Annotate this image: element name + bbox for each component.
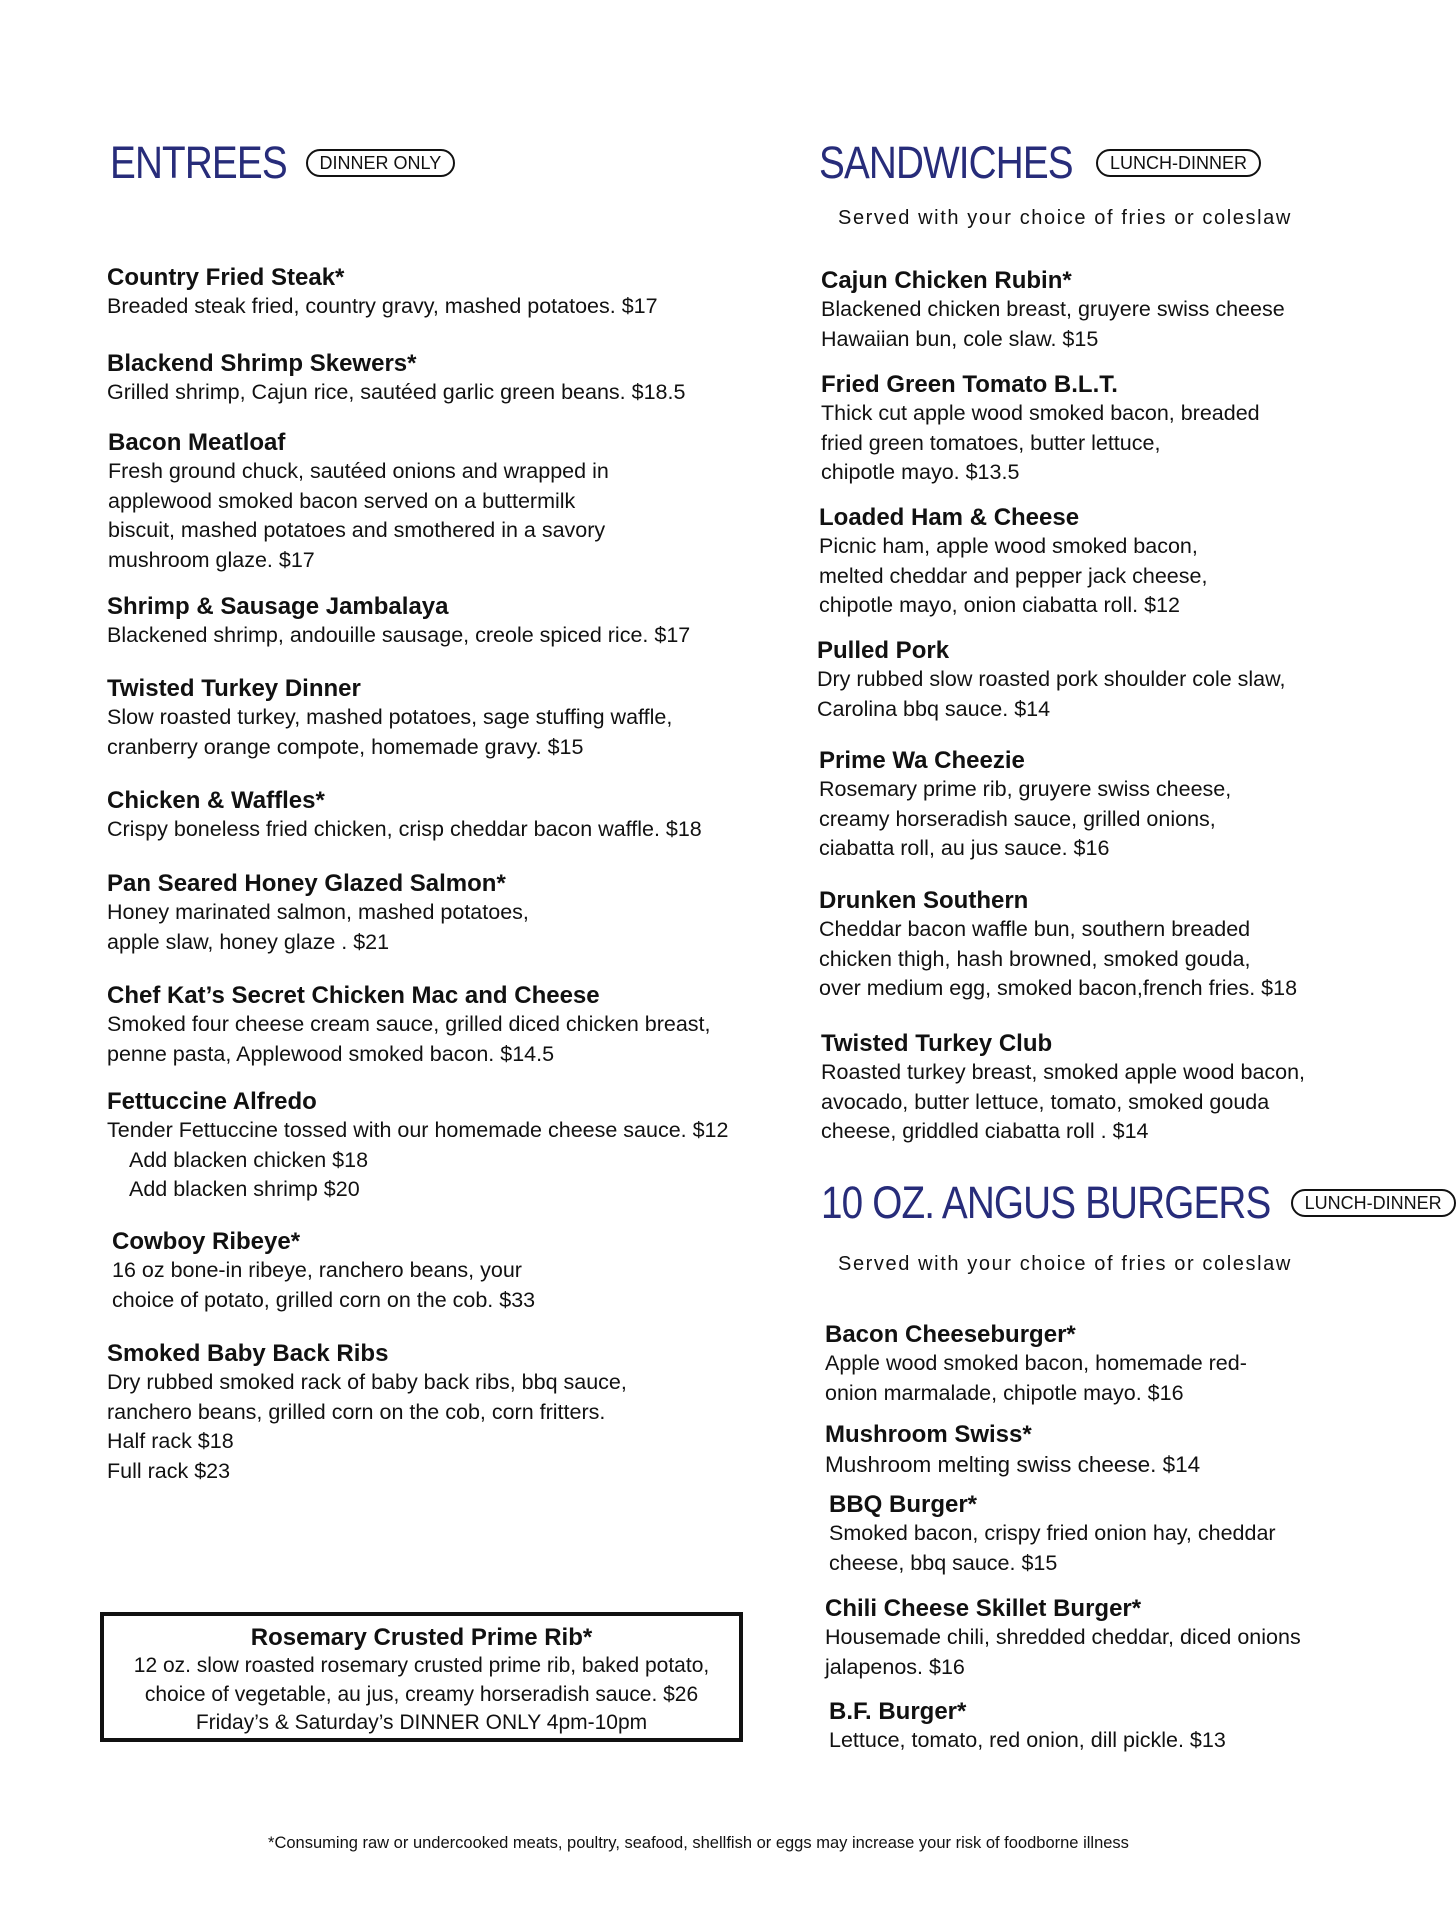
entrees-header — [110, 137, 455, 188]
item-desc: cheese, bbq sauce. $15 — [829, 1550, 1058, 1575]
entree-item — [107, 349, 685, 408]
sandwich-item — [821, 370, 1260, 488]
burger-item — [829, 1697, 1226, 1756]
special-desc: 12 oz. slow roasted rosemary crusted prime rib, baked potato, — [133, 1654, 710, 1677]
burgers-header — [821, 1177, 1456, 1228]
item-desc: Cheddar bacon waffle bun, southern breaded — [819, 917, 1251, 941]
item-desc: creamy horseradish sauce, grilled onions, — [819, 806, 1216, 831]
item-name: Twisted Turkey Dinner — [107, 675, 361, 702]
item-desc: apple slaw, honey glaze . $21 — [107, 929, 390, 954]
item-name: B.F. Burger* — [829, 1698, 967, 1725]
item-name: Pulled Pork — [817, 637, 950, 664]
entree-item — [107, 263, 658, 322]
item-desc: penne pasta, Applewood smoked bacon. $14.5 — [107, 1041, 555, 1066]
item-desc: Blackened chicken breast, gruyere swiss cheese — [821, 297, 1285, 321]
item-desc: Grilled shrimp, Cajun rice, sautéed garlic green beans. $18.5 — [107, 380, 686, 404]
item-desc: Smoked bacon, crispy fried onion hay, cheddar — [829, 1521, 1276, 1545]
item-desc: Blackened shrimp, andouille sausage, creole spiced rice. $17 — [107, 623, 691, 647]
item-desc: Fresh ground chuck, sautéed onions and wrapped in — [108, 459, 609, 483]
item-name: Chili Cheese Skillet Burger* — [825, 1595, 1142, 1622]
burger-item — [825, 1420, 1200, 1481]
burger-item — [829, 1490, 1276, 1578]
item-name: Prime Wa Cheezie — [819, 747, 1025, 774]
item-desc: cheese, griddled ciabatta roll . $14 — [821, 1119, 1149, 1143]
burger-item — [825, 1320, 1247, 1408]
item-name: Smoked Baby Back Ribs — [107, 1340, 389, 1367]
special-desc: choice of vegetable, au jus, creamy horseradish sauce. $26 — [144, 1682, 699, 1706]
item-desc: chipotle mayo, onion ciabatta roll. $12 — [819, 593, 1180, 617]
entree-item — [107, 786, 702, 845]
item-desc: chipotle mayo. $13.5 — [821, 460, 1020, 484]
item-desc: melted cheddar and pepper jack cheese, — [819, 563, 1208, 588]
item-desc: fried green tomatoes, butter lettuce, — [821, 430, 1161, 455]
entree-item — [107, 981, 711, 1069]
entree-item — [108, 428, 609, 575]
item-desc: Thick cut apple wood smoked bacon, breaded — [821, 401, 1260, 425]
item-desc: ranchero beans, grilled corn on the cob, corn fritters. — [107, 1399, 606, 1424]
item-desc: Mushroom melting swiss cheese. $14 — [825, 1452, 1201, 1477]
item-name: Blackend Shrimp Skewers* — [107, 350, 417, 377]
item-desc: Housemade chili, shredded cheddar, diced onions — [825, 1625, 1301, 1649]
burgers-served-note: Served with your choice of fries or coleslaw — [838, 1253, 1292, 1275]
item-desc: choice of potato, grilled corn on the cob. $33 — [112, 1287, 536, 1312]
item-name: Cowboy Ribeye* — [112, 1228, 301, 1255]
item-desc: over medium egg, smoked bacon,french fries. $18 — [819, 976, 1298, 1000]
item-name: BBQ Burger* — [829, 1491, 978, 1518]
sandwiches-badge: LUNCH-DINNER — [1096, 149, 1261, 177]
item-name: Fettuccine Alfredo — [107, 1088, 317, 1115]
special-name: Rosemary Crusted Prime Rib* — [250, 1624, 593, 1651]
special-schedule: Friday’s & Saturday’s DINNER ONLY 4pm-10pm — [195, 1711, 648, 1734]
item-desc: Smoked four cheese cream sauce, grilled diced chicken breast, — [107, 1012, 711, 1036]
item-name: Cajun Chicken Rubin* — [821, 267, 1072, 294]
sandwiches-title: SANDWICHES — [819, 137, 1073, 188]
item-desc: Dry rubbed slow roasted pork shoulder cole slaw, — [817, 667, 1286, 691]
item-desc: Slow roasted turkey, mashed potatoes, sage stuffing waffle, — [107, 705, 673, 729]
item-desc: applewood smoked bacon served on a buttermilk — [108, 488, 576, 513]
item-desc: Hawaiian bun, cole slaw. $15 — [821, 326, 1099, 351]
entree-item — [107, 674, 672, 762]
sandwich-item — [821, 266, 1285, 354]
item-desc: 16 oz bone-in ribeye, ranchero beans, your — [112, 1258, 522, 1282]
item-desc: avocado, butter lettuce, tomato, smoked gouda — [821, 1089, 1270, 1114]
item-price: Half rack $18 — [107, 1429, 234, 1453]
sandwich-item — [821, 1029, 1305, 1147]
item-desc: Apple wood smoked bacon, homemade red- — [825, 1351, 1247, 1375]
item-desc: biscuit, mashed potatoes and smothered in a savory — [108, 518, 606, 542]
item-name: Mushroom Swiss* — [825, 1421, 1032, 1448]
item-name: Pan Seared Honey Glazed Salmon* — [107, 870, 506, 897]
entree-item — [107, 1339, 627, 1486]
burger-item — [825, 1594, 1301, 1682]
sandwich-item — [817, 636, 1285, 724]
item-desc: chicken thigh, hash browned, smoked gouda, — [819, 946, 1251, 971]
food-safety-footnote: *Consuming raw or undercooked meats, poultry, seafood, shellfish or eggs may increase your risk of foodborne illness — [268, 1834, 1129, 1852]
entree-item — [112, 1227, 535, 1315]
item-desc: onion marmalade, chipotle mayo. $16 — [825, 1380, 1184, 1405]
burgers-badge: LUNCH-DINNER — [1291, 1189, 1456, 1217]
item-addon: Add blacken chicken $18 — [129, 1147, 369, 1172]
sandwiches-served-note: Served with your choice of fries or coleslaw — [838, 207, 1292, 229]
item-name: Fried Green Tomato B.L.T. — [821, 371, 1118, 398]
item-desc: Carolina bbq sauce. $14 — [817, 696, 1051, 721]
item-desc: cranberry orange compote, homemade gravy. $15 — [107, 734, 584, 759]
item-addon: Add blacken shrimp $20 — [129, 1177, 360, 1201]
item-desc: Rosemary prime rib, gruyere swiss cheese, — [819, 777, 1232, 801]
entree-item — [107, 869, 529, 957]
item-name: Bacon Meatloaf — [108, 429, 286, 456]
item-name: Loaded Ham & Cheese — [819, 504, 1080, 531]
burgers-title: 10 OZ. ANGUS BURGERS — [821, 1177, 1271, 1228]
item-desc: Crispy boneless fried chicken, crisp cheddar bacon waffle. $18 — [107, 817, 702, 841]
sandwich-item — [819, 503, 1207, 621]
item-desc: Picnic ham, apple wood smoked bacon, — [819, 534, 1198, 558]
item-name: Country Fried Steak* — [107, 264, 345, 291]
sandwich-item — [819, 886, 1297, 1004]
entrees-title: ENTREES — [110, 137, 287, 188]
item-name: Drunken Southern — [819, 887, 1029, 914]
entrees-badge: DINNER ONLY — [306, 149, 456, 177]
entree-item — [107, 592, 690, 651]
item-name: Twisted Turkey Club — [821, 1030, 1053, 1057]
sandwich-item — [819, 746, 1231, 864]
item-name: Chicken & Waffles* — [107, 787, 325, 814]
sandwiches-header — [819, 137, 1261, 188]
item-name: Shrimp & Sausage Jambalaya — [107, 593, 449, 620]
item-desc: Breaded steak fried, country gravy, mashed potatoes. $17 — [107, 294, 658, 318]
item-name: Chef Kat’s Secret Chicken Mac and Cheese — [107, 982, 600, 1009]
item-desc: Tender Fettuccine tossed with our homemade cheese sauce. $12 — [107, 1118, 729, 1142]
item-desc: Roasted turkey breast, smoked apple wood bacon, — [821, 1060, 1306, 1084]
prime-rib-special-box — [100, 1612, 743, 1742]
item-desc: Honey marinated salmon, mashed potatoes, — [107, 900, 529, 924]
item-desc: mushroom glaze. $17 — [108, 547, 315, 572]
item-desc: Dry rubbed smoked rack of baby back ribs, bbq sauce, — [107, 1370, 627, 1394]
item-desc: jalapenos. $16 — [825, 1654, 965, 1679]
item-price: Full rack $23 — [107, 1458, 231, 1483]
entree-item — [107, 1087, 728, 1205]
item-desc: Lettuce, tomato, red onion, dill pickle. $13 — [829, 1728, 1226, 1752]
item-name: Bacon Cheeseburger* — [825, 1321, 1076, 1348]
item-desc: ciabatta roll, au jus sauce. $16 — [819, 836, 1110, 860]
